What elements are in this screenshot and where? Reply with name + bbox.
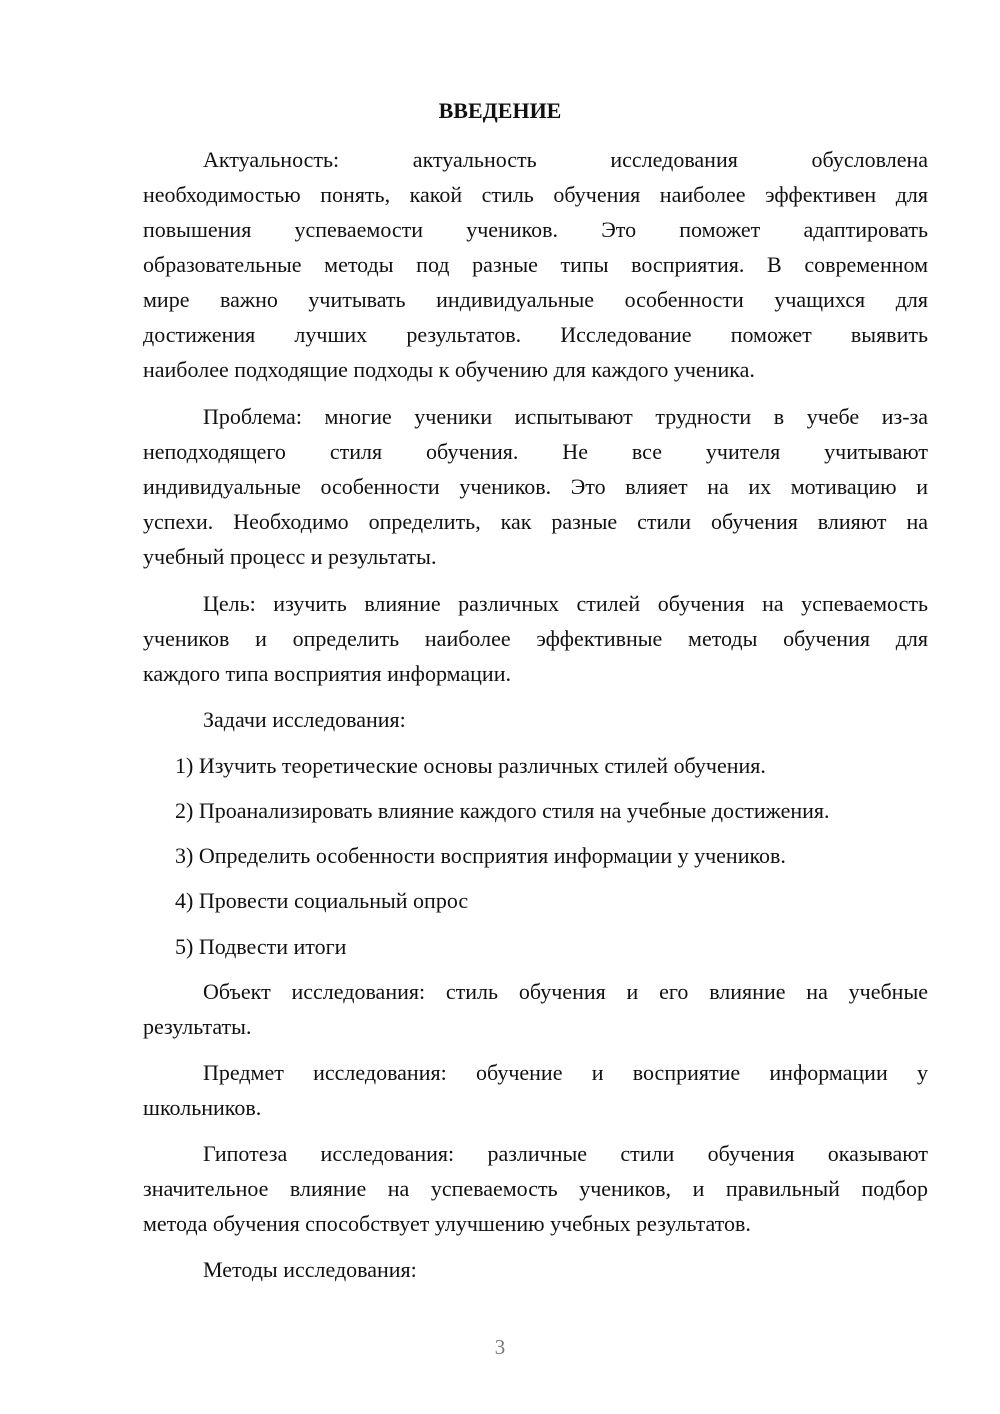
text-line: достижения лучших результатов. Исследование поможет выявить [143,322,928,347]
text-line: каждого типа восприятия информации. [143,661,511,686]
paragraph-subject [143,1055,928,1125]
task-item: 3) Определить особенности восприятия информации у учеников. [175,843,786,868]
paragraph-goal [143,586,928,691]
task-item: 2) Проанализировать влияние каждого стиля на учебные достижения. [175,798,830,823]
text-line: учебный процесс и результаты. [143,544,437,569]
task-item: 5) Подвести итоги [175,934,347,959]
paragraph-problem [143,399,928,574]
text-line: неподходящего стиля обучения. Не все учителя учитывают [143,439,928,464]
text-line: Методы исследования: [203,1257,417,1282]
text-line: значительное влияние на успеваемость учеников, и правильный подбор [143,1176,928,1201]
text-line: индивидуальные особенности учеников. Это влияет на их мотивацию и [143,474,928,499]
text-line: результаты. [143,1014,252,1039]
task-item: 1) Изучить теоретические основы различных стилей обучения. [175,753,766,778]
text-line: метода обучения способствует улучшению учебных результатов. [143,1211,751,1236]
text-line: образовательные методы под разные типы восприятия. В современном [143,252,928,277]
tasks-heading [143,702,928,737]
text-line: необходимостью понять, какой стиль обучения наиболее эффективен для [143,182,928,207]
text-line: успехи. Необходимо определить, как разные стили обучения влияют на [143,509,928,534]
text-line: мире важно учитывать индивидуальные особенности учащихся для [143,287,928,312]
task-item: 4) Провести социальный опрос [175,888,469,913]
text-line: наиболее подходящие подходы к обучению для каждого ученика. [143,357,755,382]
text-line: Цель: изучить влияние различных стилей обучения на успеваемость [203,591,928,616]
methods-heading [143,1252,928,1287]
text-line: повышения успеваемости учеников. Это поможет адаптировать [143,217,928,242]
paragraph-hypothesis [143,1136,928,1241]
text-line: школьников. [143,1095,262,1120]
page-number: 3 [494,1335,506,1359]
paragraph-object [143,974,928,1044]
text-line: Предмет исследования: обучение и восприятие информации у [203,1060,928,1085]
paragraph-relevance [143,142,928,387]
text-line: учеников и определить наиболее эффективные методы обучения для [143,626,928,651]
page-title: ВВЕДЕНИЕ [438,98,562,123]
text-line: Проблема: многие ученики испытывают трудности в учебе из-за [203,404,928,429]
text-line: Объект исследования: стиль обучения и его влияние на учебные [203,979,928,1004]
text-line: Гипотеза исследования: различные стили обучения оказывают [203,1141,928,1166]
text-line: Задачи исследования: [203,707,406,732]
text-line: Актуальность: актуальность исследования обусловлена [203,147,928,172]
